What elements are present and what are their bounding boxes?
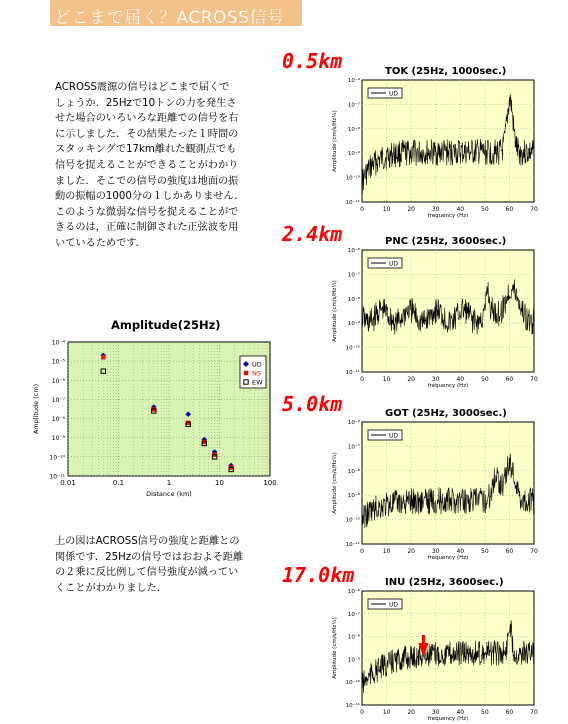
y-tick-label: 10⁻⁶ [347,589,360,595]
y-tick-label: 10⁻¹⁰ [345,345,360,352]
spectrum-plot-inu [328,587,542,721]
x-tick-label: 30 [431,376,440,383]
y-tick-label: 10⁻⁸ [347,468,360,475]
legend-label: UD [389,601,399,609]
x-tick-label: 0 [360,376,364,383]
x-tick-label: 40 [456,376,465,383]
data-point-ns [202,440,206,444]
intro-line: ました．そこでの信号の強度は地面の振 [55,175,239,187]
data-point-ns [186,421,190,425]
spectrum-title-pnc: PNC (25Hz, 3600sec.) [385,236,507,247]
intro-line: スタッキングで17km離れた観測点でも [55,144,237,156]
y-tick-label: 10⁻⁹ [51,435,65,443]
y-tick-label: 10⁻⁷ [347,102,360,109]
legend-label: EW [252,378,263,387]
x-tick-label: 10 [382,206,391,213]
intro-line: ACROSS震源の信号はどこまで届くで [55,82,230,93]
y-tick-label: 10⁻⁶ [51,377,65,385]
x-tick-label: 0 [360,206,364,213]
x-tick-label: 50 [481,709,489,716]
y-tick-label: 10⁻¹⁰ [345,517,360,524]
x-tick-label: 60 [505,206,514,213]
legend-label: NS [252,369,261,378]
x-tick-label: 30 [431,709,440,716]
distance-label-pnc: 2.4km [282,222,343,246]
x-tick-label: 40 [456,709,465,716]
intro-line: きるのは，正確に制御された正弦波を用 [55,222,239,234]
intro-line: せた場合のいろいろな距離での信号を右 [55,113,239,125]
x-tick-label: 0 [360,709,364,716]
spectrum-plot-pnc [328,246,542,388]
x-tick-label: 40 [456,548,465,555]
x-axis-label: frequency (Hz) [427,383,469,388]
y-tick-label: 10⁻¹¹ [345,370,360,376]
y-tick-label: 10⁻⁸ [347,634,360,641]
x-tick-label: 20 [407,548,415,555]
y-tick-label: 10⁻⁶ [347,78,360,84]
summary-line: くことがわかりました． [55,582,168,594]
spectrum-title-got: GOT (25Hz, 3000sec.) [385,408,507,419]
y-tick-label: 10⁻⁷ [347,611,360,618]
y-tick-label: 10⁻¹⁰ [345,680,360,687]
page-title: どこまで届く？ACROSS信号 [54,8,285,28]
x-tick-label: 1 [166,479,172,487]
y-tick-label: 10⁻¹¹ [345,200,360,206]
intro-line: 動の振幅の1000分の１しかありません． [55,191,245,203]
summary-line: の２乗に反比例して信号強度が減ってい [55,567,239,579]
x-tick-label: 10 [382,709,391,716]
amplitude-chart [28,334,278,504]
y-tick-label: 10⁻⁹ [347,321,360,328]
y-axis-label: Amplitude (cm) [32,383,40,435]
amplitude-chart-title: Amplitude(25Hz) [111,318,221,332]
x-tick-label: 0 [360,548,364,555]
x-axis-label: frequency (Hz) [427,555,469,560]
distance-label-got: 5.0km [282,392,343,416]
summary-line: 上の図はACROSS信号の強度と距離との [55,536,240,547]
y-tick-label: 10⁻⁴ [51,339,65,347]
x-tick-label: 70 [530,376,538,383]
data-point-ns [101,355,105,359]
x-tick-label: 10 [382,548,391,555]
x-axis-label: Distance (km) [146,490,192,498]
legend-label: UD [252,360,262,369]
x-tick-label: 60 [505,709,514,716]
x-axis-label: frequency (Hz) [427,213,469,218]
x-tick-label: 70 [530,548,538,555]
spectrum-title-inu: INU (25Hz, 3600sec.) [385,577,504,588]
spectrum-plot-tok [328,76,542,218]
legend-label: UD [389,432,399,440]
x-tick-label: 70 [530,709,538,716]
x-axis-label: frequency (Hz) [427,716,469,721]
y-tick-label: 10⁻⁸ [347,126,360,133]
legend-label: UD [389,260,399,268]
legend-label: UD [389,90,399,98]
x-tick-label: 40 [456,206,465,213]
y-tick-label: 10⁻⁵ [51,358,65,366]
y-tick-label: 10⁻¹¹ [345,703,360,709]
arrow-marker [422,635,425,644]
intro-line: しょうか．25Hzで10トンの力を発生さ [55,97,237,109]
spectrum-plot-got [328,418,542,560]
x-tick-label: 10 [215,479,224,487]
x-tick-label: 30 [431,548,440,555]
intro-line: いているためです． [55,237,146,249]
y-tick-label: 10⁻⁷ [347,272,360,279]
x-tick-label: 20 [407,206,415,213]
summary-paragraph [55,534,243,596]
x-tick-label: 0.1 [112,479,125,487]
x-tick-label: 100 [263,479,277,487]
x-tick-label: 70 [530,206,538,213]
x-tick-label: 10 [382,376,391,383]
distance-label-inu: 17.0km [282,563,355,587]
x-tick-label: 60 [505,548,514,555]
y-tick-label: 10⁻⁶ [347,248,360,254]
intro-line: 信号を捉えることができることがわかり [55,159,239,171]
y-tick-label: 10⁻⁹ [347,151,360,158]
y-tick-label: 10⁻⁷ [51,396,65,404]
y-tick-label: 10⁻⁹ [347,493,360,500]
x-tick-label: 20 [407,376,415,383]
y-tick-label: 10⁻⁸ [347,296,360,303]
distance-label-tok: 0.5km [282,49,343,73]
x-tick-label: 30 [431,206,440,213]
y-tick-label: 10⁻¹¹ [49,473,65,481]
intro-paragraph [55,80,245,252]
legend-marker-ns [244,371,248,375]
y-tick-label: 10⁻¹¹ [345,542,360,548]
y-axis-label: Amplitude (cm/s/Hz½) [332,452,338,514]
x-tick-label: 0.01 [60,479,76,487]
y-axis-label: Amplitude (cm/s/Hz½) [332,617,338,679]
intro-line: このような微弱な信号を捉えることがで [55,206,239,218]
intro-line: に示しました．その結果たった１時間の [55,128,239,140]
y-tick-label: 10⁻⁸ [51,416,65,424]
y-axis-label: Amplitude (cm/s/Hz½) [332,110,338,172]
y-tick-label: 10⁻⁹ [347,657,360,664]
x-tick-label: 50 [481,376,489,383]
spectrum-title-tok: TOK (25Hz, 1000sec.) [385,66,507,77]
x-tick-label: 50 [481,548,489,555]
y-tick-label: 10⁻⁶ [347,420,360,426]
y-tick-label: 10⁻¹⁰ [49,454,65,462]
x-tick-label: 50 [481,206,489,213]
y-axis-label: Amplitude (cm/s/Hz½) [332,280,338,342]
x-tick-label: 20 [407,709,415,716]
summary-line: 関係です．25Hzの信号ではおおよそ距離 [55,551,244,563]
data-point-ns [152,407,156,411]
x-tick-label: 60 [505,376,514,383]
y-tick-label: 10⁻⁷ [347,444,360,451]
y-tick-label: 10⁻¹⁰ [345,175,360,182]
